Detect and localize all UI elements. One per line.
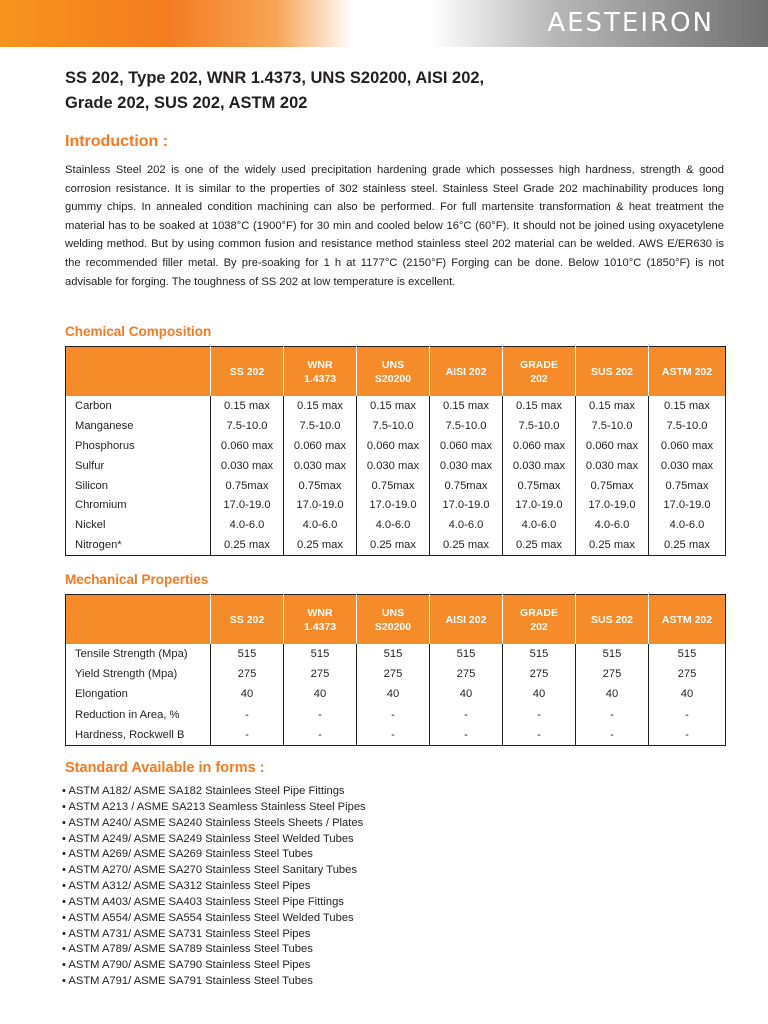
table-cell: 4.0-6.0: [503, 515, 576, 535]
table-cell: 0.030 max: [284, 456, 357, 476]
table-row: [66, 705, 726, 725]
header-banner: [0, 0, 768, 47]
table-cell: 515: [503, 644, 576, 664]
column-header: [211, 595, 284, 645]
table-row: [66, 535, 726, 555]
header-corner-cell: [66, 347, 211, 397]
column-header: [211, 347, 284, 397]
table-cell: -: [649, 725, 726, 746]
list-item: • ASTM A791/ ASME SA791 Stainless Steel Tubes: [62, 975, 313, 988]
table-cell: 0.060 max: [357, 436, 430, 456]
table-cell: 515: [649, 644, 726, 664]
table-cell: 275: [284, 664, 357, 684]
mechanical-properties-heading: Mechanical Properties: [65, 572, 209, 587]
table-cell: 275: [649, 664, 726, 684]
column-header: [430, 347, 503, 397]
table-cell: 0.15 max: [649, 396, 726, 416]
column-header-line: ASTM 202: [661, 613, 713, 626]
table-cell: -: [284, 725, 357, 746]
table-row: [66, 644, 726, 664]
table-cell: 4.0-6.0: [357, 515, 430, 535]
table-cell: 515: [357, 644, 430, 664]
table-cell: 0.030 max: [649, 456, 726, 476]
table-cell: 0.060 max: [430, 436, 503, 456]
table-row: [66, 416, 726, 436]
table-cell: -: [576, 705, 649, 725]
table-cell: 7.5-10.0: [211, 416, 284, 436]
row-label: Chromium: [75, 499, 127, 512]
list-item: • ASTM A182/ ASME SA182 Stainlees Steel Pipe Fittings: [62, 785, 345, 797]
table-cell: 0.25 max: [503, 535, 576, 555]
column-header-line: AISI 202: [445, 365, 487, 378]
table-cell: 17.0-19.0: [284, 495, 357, 515]
column-header: [576, 595, 649, 645]
table-cell: 0.060 max: [284, 436, 357, 456]
table-cell: -: [649, 705, 726, 725]
table-cell: 40: [649, 684, 726, 704]
mechanical-properties-table: [65, 594, 726, 746]
column-header: [503, 347, 576, 397]
table-cell: 4.0-6.0: [649, 515, 726, 535]
table-cell: 0.060 max: [503, 436, 576, 456]
table-cell: 17.0-19.0: [503, 495, 576, 515]
table-cell: 275: [576, 664, 649, 684]
row-label: Carbon: [75, 399, 112, 412]
table-cell: -: [284, 705, 357, 725]
table-cell: 40: [503, 684, 576, 704]
table-cell: 0.75max: [430, 476, 503, 496]
table-cell: 0.25 max: [649, 535, 726, 555]
row-label: Sulfur: [75, 459, 105, 472]
table-cell: 4.0-6.0: [430, 515, 503, 535]
list-item: • ASTM A403/ ASME SA403 Stainless Steel Pipe Fittings: [62, 895, 344, 908]
list-item: • ASTM A789/ ASME SA789 Stainless Steel Tubes: [62, 943, 313, 956]
table-cell: 40: [284, 684, 357, 704]
table-cell: 0.15 max: [430, 396, 503, 416]
table-row: [66, 456, 726, 476]
table-row: [66, 515, 726, 535]
table-cell: 40: [357, 684, 430, 704]
table-cell: 40: [211, 684, 284, 704]
column-header-line: SUS 202: [590, 365, 634, 378]
list-item: • ASTM A249/ ASME SA249 Stainless Steel Welded Tubes: [62, 832, 354, 845]
column-header-line: S20200: [374, 620, 412, 633]
table-cell: 4.0-6.0: [284, 515, 357, 535]
column-header-line: AISI 202: [445, 613, 487, 626]
brand-logo: AESTEIRON: [547, 8, 714, 38]
row-label: Reduction in Area, %: [75, 708, 180, 721]
table-cell: -: [430, 705, 503, 725]
introduction-text: Stainless Steel 202 is one of the widely used precipitation hardening grade which possesses high hardness, strength & good corrosion resistance. It is similar to the properties of 302 stainless steel. Stainless Steel Grade 202 machinability produces long gummy chips. In annealed condition machining can also be performed. For full martensite transformation & heat treatment the material has to be soaked at 1038°C (1900°F) for 30 min and cooled below 16°C (60°F). It should not be joined using oxyacetylene welding method. But by using common fusion and resistance method stainless steel 202 material can be welded. AWS E/ER630 is the recommended filler metal. By pre-soaking for 1 h at 1177°C (2150°F) Forging can be done. Below 1010°C (1850°F) is not advisable for forging. The toughness of SS 202 at low temperature is excellent.: [65, 164, 724, 288]
table-row: [66, 436, 726, 456]
column-header-line: 1.4373: [303, 372, 337, 385]
table-cell: 0.15 max: [357, 396, 430, 416]
list-item: • ASTM A731/ ASME SA731 Stainless Steel Pipes: [62, 927, 311, 940]
column-header-line: ASTM 202: [661, 365, 713, 378]
table-cell: 0.030 max: [503, 456, 576, 476]
table-row: [66, 725, 726, 746]
table-cell: 7.5-10.0: [430, 416, 503, 436]
column-header: [357, 347, 430, 397]
column-header-line: SS 202: [229, 365, 265, 378]
column-header-line: WNR: [307, 606, 333, 619]
row-label: Tensile Strength (Mpa): [75, 648, 188, 661]
table-cell: 17.0-19.0: [430, 495, 503, 515]
table-header-row: [66, 347, 726, 397]
table-cell: 0.75max: [503, 476, 576, 496]
table-cell: 515: [430, 644, 503, 664]
list-item: • ASTM A312/ ASME SA312 Stainless Steel Pipes: [62, 880, 311, 893]
table-cell: 0.15 max: [211, 396, 284, 416]
table-cell: 0.75max: [211, 476, 284, 496]
row-label: Nitrogen*: [75, 539, 122, 552]
table-cell: 40: [430, 684, 503, 704]
table-cell: 17.0-19.0: [649, 495, 726, 515]
row-label: Yield Strength (Mpa): [75, 668, 178, 681]
page-title-line-1: SS 202, Type 202, WNR 1.4373, UNS S20200, AISI 202,: [65, 69, 485, 87]
table-cell: -: [576, 725, 649, 746]
row-label: Nickel: [75, 519, 106, 532]
column-header-line: 202: [530, 620, 548, 633]
column-header: [649, 347, 726, 397]
table-cell: 17.0-19.0: [357, 495, 430, 515]
column-header: [503, 595, 576, 645]
table-cell: 0.15 max: [576, 396, 649, 416]
table-cell: 0.060 max: [211, 436, 284, 456]
column-header-line: GRADE: [520, 358, 558, 371]
column-header: [649, 595, 726, 645]
table-cell: 0.060 max: [576, 436, 649, 456]
table-cell: 515: [284, 644, 357, 664]
table-row: [66, 495, 726, 515]
column-header-line: GRADE: [520, 606, 558, 619]
column-header: [576, 347, 649, 397]
table-cell: 275: [430, 664, 503, 684]
table-cell: 7.5-10.0: [649, 416, 726, 436]
table-cell: -: [357, 705, 430, 725]
table-cell: 0.25 max: [211, 535, 284, 555]
table-cell: -: [503, 705, 576, 725]
table-cell: 0.15 max: [284, 396, 357, 416]
table-cell: 0.060 max: [649, 436, 726, 456]
table-cell: 275: [211, 664, 284, 684]
column-header: [284, 347, 357, 397]
chemical-composition-heading: Chemical Composition: [65, 324, 212, 339]
table-cell: 515: [211, 644, 284, 664]
table-cell: 0.030 max: [576, 456, 649, 476]
column-header-line: 202: [530, 372, 548, 385]
row-label: Manganese: [75, 419, 134, 432]
column-header: [430, 595, 503, 645]
table-cell: 7.5-10.0: [503, 416, 576, 436]
header-corner-cell: [66, 595, 211, 645]
list-item: • ASTM A554/ ASME SA554 Stainless Steel Welded Tubes: [62, 911, 354, 924]
column-header: [284, 595, 357, 645]
table-row: [66, 396, 726, 416]
page-title: [65, 66, 705, 116]
table-cell: -: [503, 725, 576, 746]
list-item: • ASTM A269/ ASME SA269 Stainless Steel Tubes: [62, 848, 313, 861]
list-item: • ASTM A790/ ASME SA790 Stainless Steel Pipes: [62, 959, 311, 972]
column-header-line: S20200: [374, 372, 412, 385]
page-title-line-2: Grade 202, SUS 202, ASTM 202: [65, 94, 308, 112]
table-cell: 0.25 max: [284, 535, 357, 555]
row-label: Elongation: [75, 688, 128, 701]
table-cell: 0.030 max: [357, 456, 430, 476]
column-header-line: SUS 202: [590, 613, 634, 626]
table-cell: -: [211, 705, 284, 725]
list-item: • ASTM A270/ ASME SA270 Stainless Steel Sanitary Tubes: [62, 864, 357, 877]
table-cell: 0.030 max: [211, 456, 284, 476]
table-cell: 0.25 max: [357, 535, 430, 555]
table-row: [66, 476, 726, 496]
table-cell: 275: [503, 664, 576, 684]
table-row: [66, 664, 726, 684]
row-label: Phosphorus: [75, 439, 135, 452]
table-cell: 40: [576, 684, 649, 704]
standard-forms-heading: Standard Available in forms :: [65, 760, 265, 776]
table-header-row: [66, 595, 726, 645]
table-cell: 7.5-10.0: [576, 416, 649, 436]
column-header: [357, 595, 430, 645]
table-cell: 4.0-6.0: [211, 515, 284, 535]
table-cell: 515: [576, 644, 649, 664]
standard-forms-list: [62, 784, 366, 990]
table-cell: -: [430, 725, 503, 746]
chemical-composition-table: [65, 346, 726, 556]
table-cell: 0.25 max: [430, 535, 503, 555]
column-header-line: WNR: [307, 358, 333, 371]
table-row: [66, 684, 726, 704]
row-label: Hardness, Rockwell B: [75, 728, 185, 741]
table-cell: 7.5-10.0: [284, 416, 357, 436]
table-cell: 4.0-6.0: [576, 515, 649, 535]
table-cell: 0.25 max: [576, 535, 649, 555]
column-header-line: UNS: [381, 358, 405, 371]
table-cell: 0.75max: [284, 476, 357, 496]
row-label: Silicon: [75, 479, 108, 492]
table-cell: 17.0-19.0: [576, 495, 649, 515]
table-cell: 275: [357, 664, 430, 684]
table-cell: 0.15 max: [503, 396, 576, 416]
list-item: • ASTM A240/ ASME SA240 Stainless Steels Sheets / Plates: [62, 816, 364, 829]
table-cell: 0.75max: [357, 476, 430, 496]
table-cell: 0.75max: [649, 476, 726, 496]
column-header-line: 1.4373: [303, 620, 337, 633]
list-item: • ASTM A213 / ASME SA213 Seamless Stainless Steel Pipes: [62, 800, 366, 813]
table-cell: 7.5-10.0: [357, 416, 430, 436]
table-cell: -: [357, 725, 430, 746]
column-header-line: SS 202: [229, 613, 265, 626]
introduction-heading: Introduction :: [65, 133, 169, 150]
table-cell: 0.75max: [576, 476, 649, 496]
table-cell: -: [211, 725, 284, 746]
table-cell: 0.030 max: [430, 456, 503, 476]
table-cell: 17.0-19.0: [211, 495, 284, 515]
column-header-line: UNS: [381, 606, 405, 619]
